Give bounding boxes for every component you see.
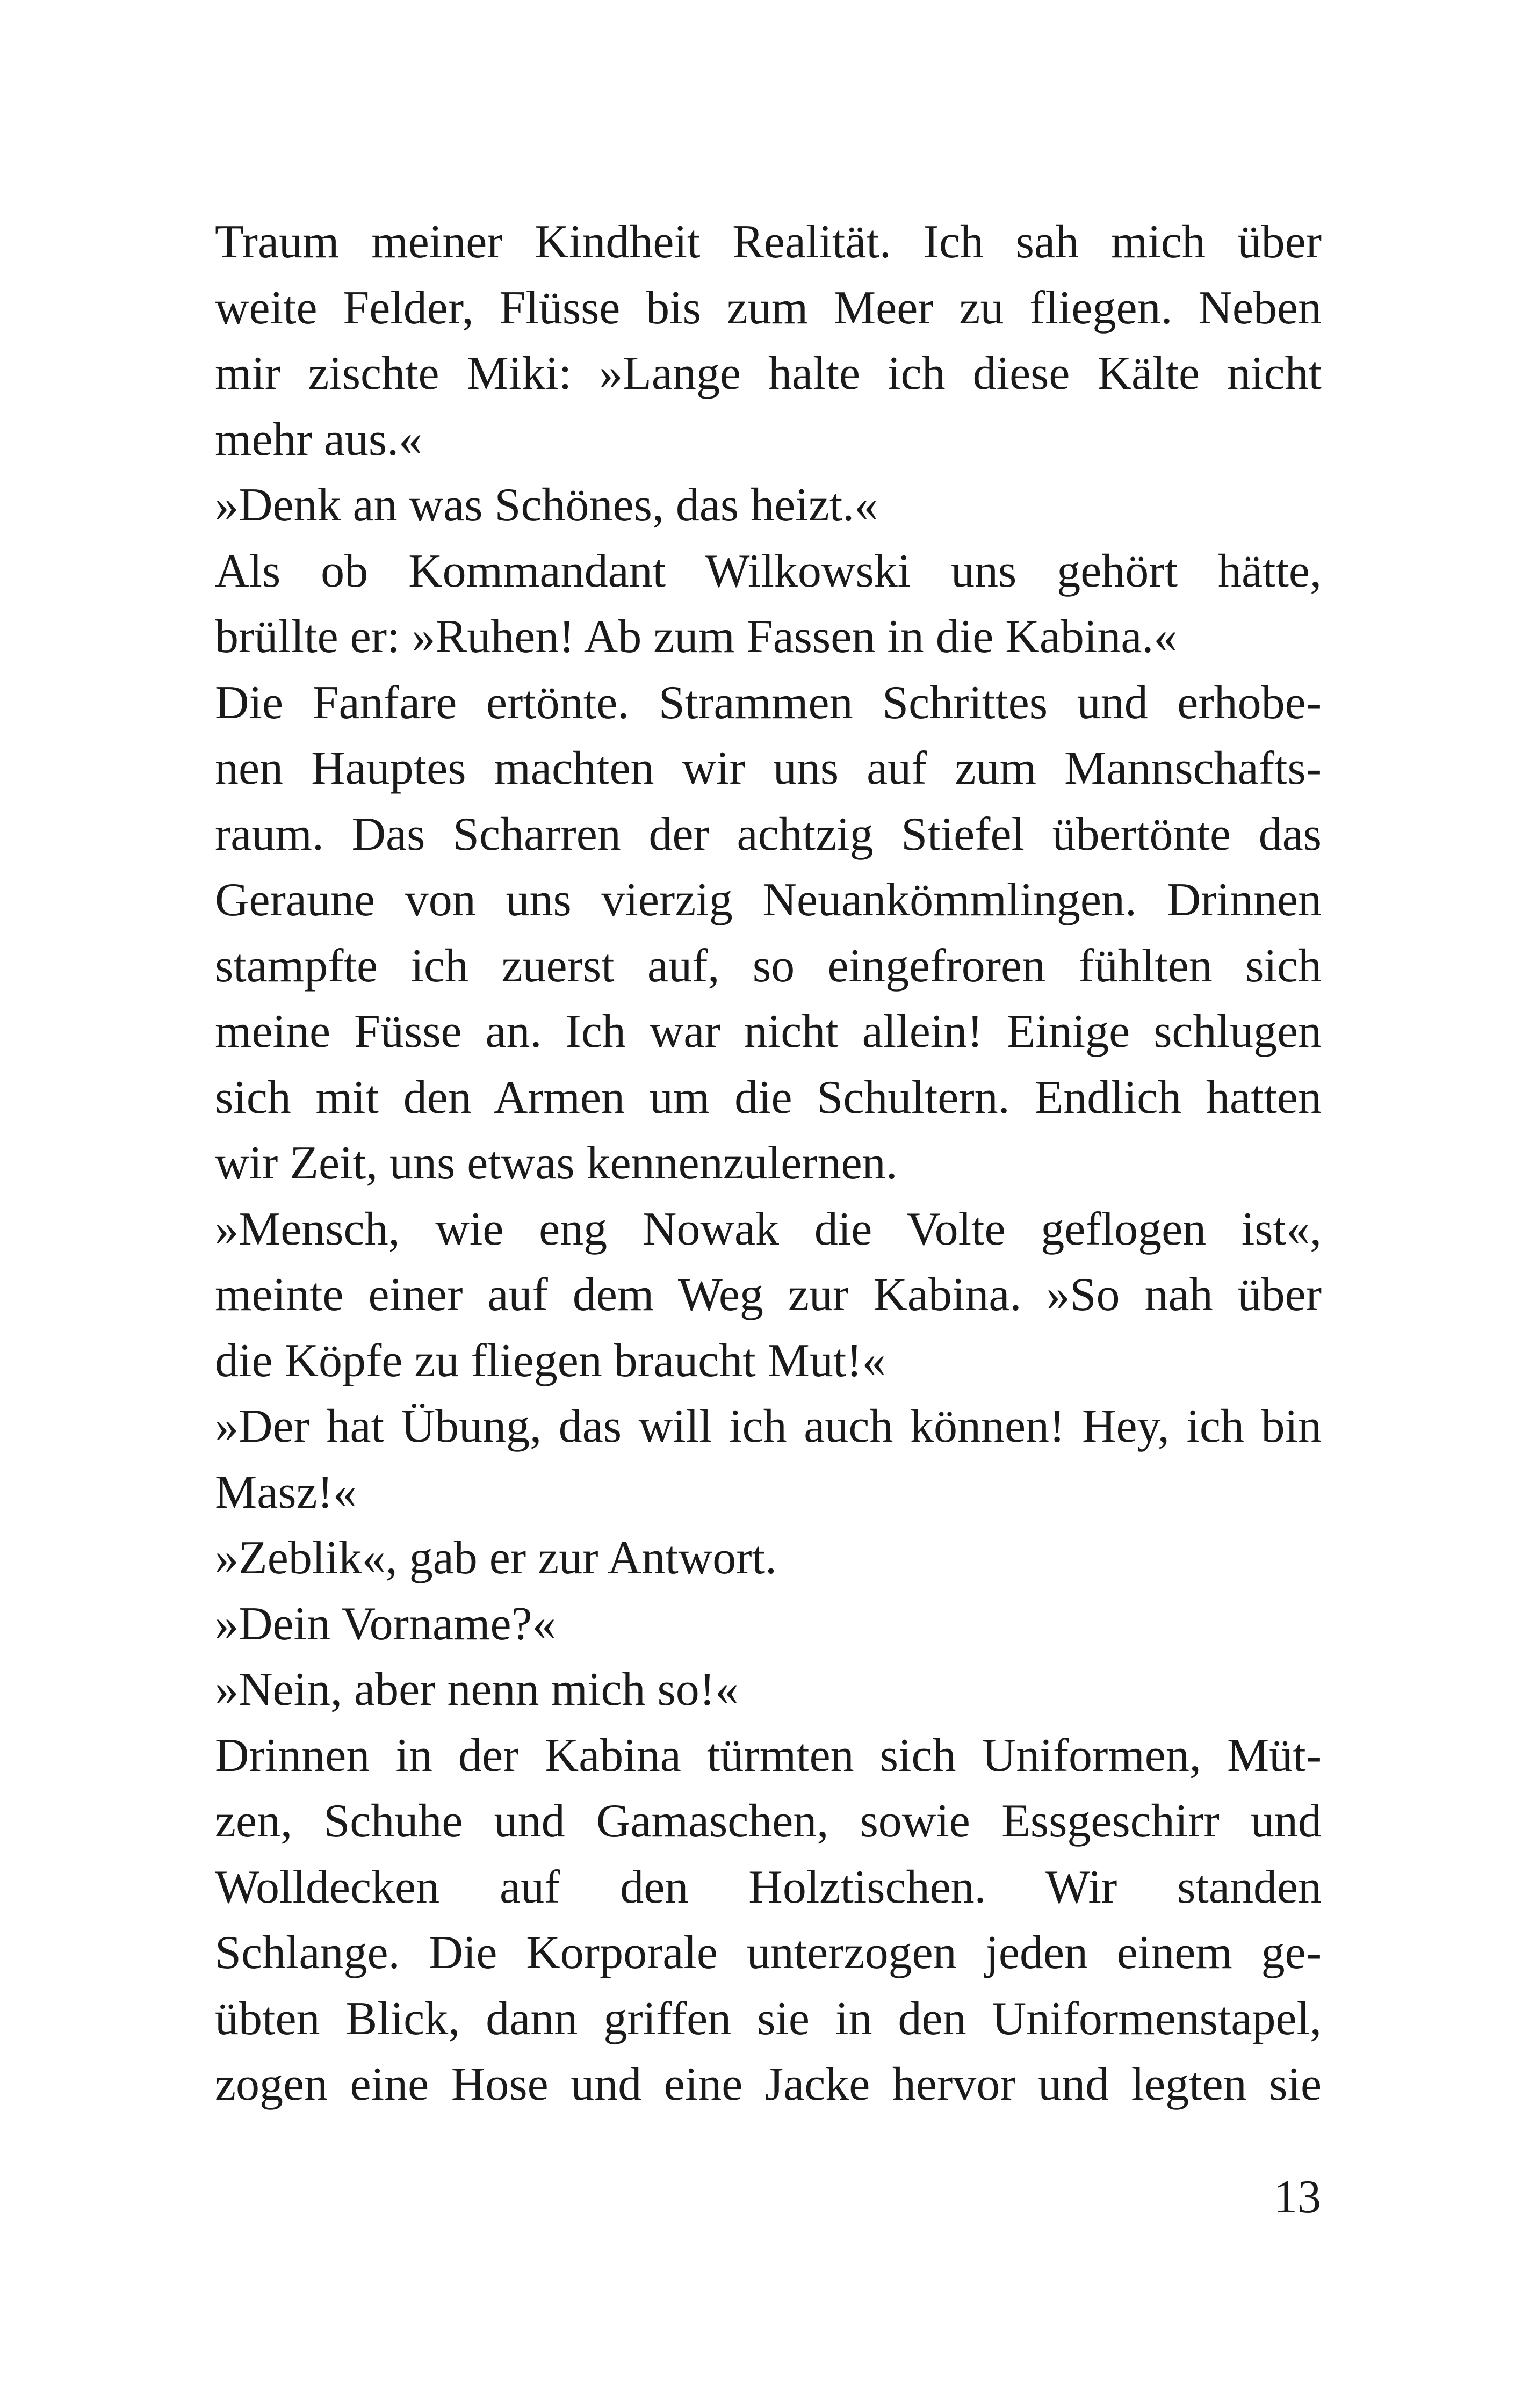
text-line: »Mensch, wie eng Nowak die Volte geflogen ist«, bbox=[215, 1203, 1322, 1255]
page-number: 13 bbox=[1274, 2171, 1321, 2223]
text-line: zogen eine Hose und eine Jacke hervor und legten sie bbox=[215, 2058, 1322, 2110]
text-line: Masz!« bbox=[215, 1466, 357, 1518]
text-line: sich mit den Armen um die Schultern. Endlich hatten bbox=[215, 1071, 1322, 1124]
text-line: Schlange. Die Korporale unterzogen jeden einem ge- bbox=[215, 1927, 1322, 1979]
text-line: Als ob Kommandant Wilkowski uns gehört hätte, bbox=[215, 545, 1322, 597]
text-line: meine Füsse an. Ich war nicht allein! Einige schlugen bbox=[215, 1006, 1322, 1058]
text-line: »Dein Vorname?« bbox=[215, 1597, 556, 1650]
text-line: Geraune von uns vierzig Neuankömmlingen. Drinnen bbox=[215, 874, 1322, 926]
text-line: Die Fanfare ertönte. Strammen Schrittes und erhobe- bbox=[215, 676, 1322, 729]
text-line: raum. Das Scharren der achtzig Stiefel übertönte das bbox=[215, 808, 1322, 860]
text-line: »Der hat Übung, das will ich auch können! Hey, ich bin bbox=[215, 1400, 1322, 1452]
text-line: mir zischte Miki: »Lange halte ich diese Kälte nicht bbox=[215, 348, 1322, 400]
text-line: weite Felder, Flüsse bis zum Meer zu fliegen. Neben bbox=[215, 281, 1322, 334]
text-line: nen Hauptes machten wir uns auf zum Mannschafts- bbox=[215, 742, 1322, 794]
text-line: »Nein, aber nenn mich so!« bbox=[215, 1664, 739, 1716]
text-line: »Denk an was Schönes, das heizt.« bbox=[215, 479, 878, 531]
text-line: übten Blick, dann griffen sie in den Uniformenstapel, bbox=[215, 1992, 1322, 2045]
text-line: stampfte ich zuerst auf, so eingefroren fühlten sich bbox=[215, 939, 1322, 992]
text-line: brüllte er: »Ruhen! Ab zum Fassen in die Kabina.« bbox=[215, 611, 1178, 663]
text-line: die Köpfe zu fliegen braucht Mut!« bbox=[215, 1334, 886, 1387]
text-line: »Zeblik«, gab er zur Antwort. bbox=[215, 1532, 777, 1584]
text-line: wir Zeit, uns etwas kennenzulernen. bbox=[215, 1137, 898, 1189]
text-line: meinte einer auf dem Weg zur Kabina. »So nah über bbox=[215, 1269, 1322, 1321]
text-line: zen, Schuhe und Gamaschen, sowie Essgeschirr und bbox=[215, 1795, 1322, 1847]
page-body-text bbox=[215, 209, 1322, 2118]
text-line: Wolldecken auf den Holztischen. Wir standen bbox=[215, 1861, 1322, 1913]
text-line: mehr aus.« bbox=[215, 413, 423, 466]
text-line: Drinnen in der Kabina türmten sich Uniformen, Müt- bbox=[215, 1729, 1322, 1782]
text-line: Traum meiner Kindheit Realität. Ich sah mich über bbox=[215, 216, 1322, 268]
